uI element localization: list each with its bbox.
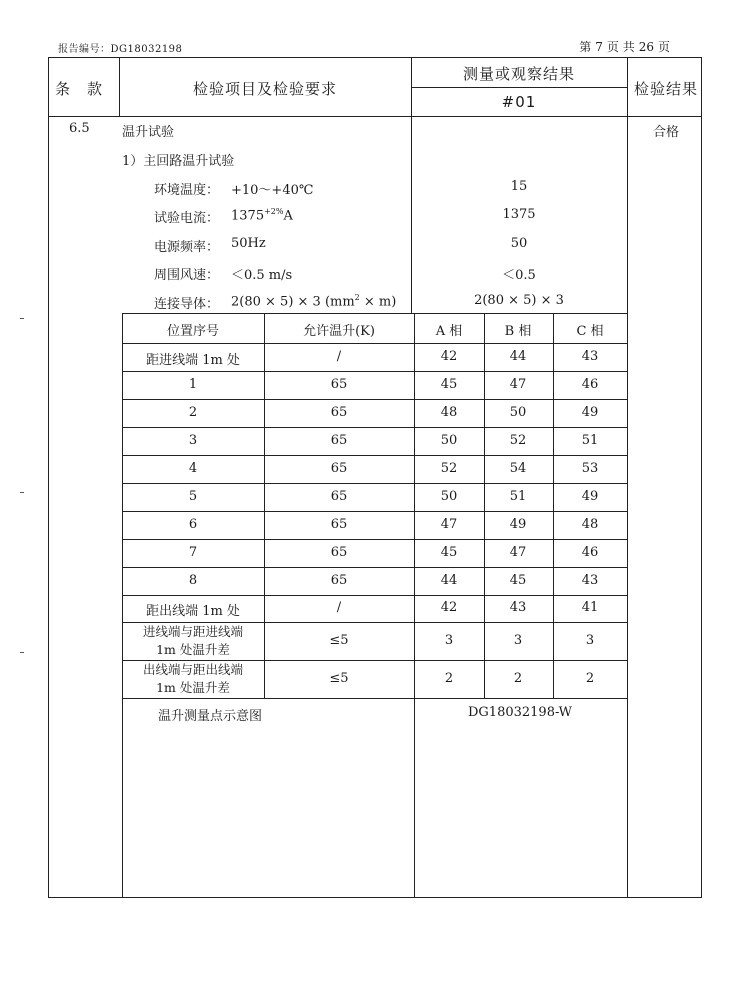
table-cell-b: 43: [509, 600, 527, 615]
margin-mark: [20, 492, 24, 493]
table-cell-allow: ≤5: [329, 671, 349, 686]
cond-value: ＜0.5: [502, 268, 536, 283]
col-line-result: [627, 57, 628, 898]
req-sup: +2%: [264, 207, 284, 216]
table-cell-b: 3: [513, 633, 523, 648]
margin-mark: [20, 652, 24, 653]
diff-line1: 出线端与距出线端: [142, 662, 244, 677]
req-sup: 2: [354, 293, 360, 302]
table-cell-a: 3: [444, 633, 454, 648]
th-phase-c: C 相: [576, 324, 604, 339]
table-cell-pos: 7: [188, 545, 198, 560]
cond-label: 环境温度：: [154, 183, 220, 198]
row-line: [122, 343, 627, 344]
cond-value: 15: [510, 179, 528, 194]
row-line: [122, 313, 627, 314]
row-line: [122, 371, 627, 372]
diff-line2: 1m 处温升差: [156, 680, 230, 695]
page-mid: 页 共: [606, 40, 635, 54]
table-cell-pos: 2: [188, 405, 198, 420]
table-cell-b: 45: [509, 573, 527, 588]
table-cell-pos: 1: [188, 377, 198, 392]
row-line: [122, 399, 627, 400]
table-cell-b: 47: [509, 545, 527, 560]
table-cell-pos: 5: [188, 489, 198, 504]
diff-line2: 1m 处温升差: [156, 642, 230, 657]
row-line: [122, 427, 627, 428]
cond-requirement: +10～+40℃: [231, 183, 314, 198]
req-unit: A: [283, 208, 293, 224]
req-unit: × m): [359, 294, 397, 310]
diagram-ref: DG18032198-W: [467, 705, 573, 720]
col-line-item: [411, 57, 412, 313]
table-cell-b: 51: [509, 489, 527, 504]
table-cell-pos: 6: [188, 517, 198, 532]
subtable-left-line: [122, 313, 123, 898]
table-cell-pos: 3: [188, 433, 198, 448]
col-measure-header: 测量或观察结果: [462, 65, 576, 83]
table-cell-a: 42: [440, 349, 458, 364]
th-position: 位置序号: [166, 324, 220, 339]
cond-value: 2(80 × 5) × 3: [474, 293, 564, 308]
page-indicator: [577, 38, 672, 55]
table-cell-pos: 距进线端 1m 处: [146, 353, 240, 368]
page-prefix: 第: [579, 40, 592, 54]
table-cell-a: 47: [440, 517, 458, 532]
cond-requirement: 50Hz: [231, 236, 266, 251]
cond-label: 电源频率：: [154, 240, 220, 255]
row-line: [122, 511, 627, 512]
row-line: [122, 455, 627, 456]
cond-value: 50: [510, 236, 528, 251]
row-line: [122, 595, 627, 596]
page-current: 7: [595, 40, 603, 54]
table-cell-allow: 65: [330, 489, 348, 504]
table-cell-allow: 65: [330, 461, 348, 476]
table-cell-allow: 65: [330, 517, 348, 532]
inspection-table-frame: [48, 57, 702, 898]
header-bottom-line: [48, 116, 702, 117]
cond-value: 1375: [502, 207, 536, 222]
col-result-header: 检验结果: [633, 80, 699, 98]
clause-number: 6.5: [69, 121, 90, 136]
cond-requirement: [231, 293, 396, 309]
col-sample-header: #01: [501, 93, 537, 111]
table-cell-c: 49: [581, 405, 599, 420]
table-cell-allow: 65: [330, 545, 348, 560]
row-line: [122, 539, 627, 540]
cond-label: 试验电流：: [154, 211, 220, 226]
diff-line1: 进线端与距进线端: [142, 624, 244, 639]
table-cell-c: 41: [581, 600, 599, 615]
report-number: 报告编号：DG18032198: [58, 44, 183, 55]
table-cell-allow: 65: [330, 405, 348, 420]
req-base: 1375: [231, 208, 265, 224]
table-cell-pos: [143, 623, 243, 659]
section-result: 合格: [652, 125, 680, 140]
section-title: 温升试验: [122, 125, 175, 140]
col-line-clause: [119, 57, 120, 116]
th-phase-a: A 相: [435, 324, 463, 339]
req-base: 2(80 × 5) × 3 (mm: [231, 294, 355, 310]
table-cell-c: 46: [581, 545, 599, 560]
table-cell-c: 43: [581, 349, 599, 364]
table-cell-pos: 4: [188, 461, 198, 476]
margin-mark: [20, 318, 24, 319]
table-cell-c: 51: [581, 433, 599, 448]
table-cell-c: 2: [585, 671, 595, 686]
table-cell-b: 50: [509, 405, 527, 420]
table-cell-b: 47: [509, 377, 527, 392]
table-cell-a: 2: [444, 671, 454, 686]
page-total: 26: [638, 40, 654, 54]
table-cell-a: 52: [440, 461, 458, 476]
table-cell-b: 49: [509, 517, 527, 532]
table-cell-a: 45: [440, 377, 458, 392]
table-cell-c: 48: [581, 517, 599, 532]
col-item-header: 检验项目及检验要求: [192, 80, 338, 98]
table-cell-allow: 65: [330, 433, 348, 448]
sub-title: 1）主回路温升试验: [122, 154, 235, 169]
table-cell-c: 53: [581, 461, 599, 476]
table-cell-allow: /: [336, 600, 342, 615]
th-phase-b: B 相: [504, 324, 532, 339]
table-cell-c: 3: [585, 633, 595, 648]
table-cell-a: 44: [440, 573, 458, 588]
table-cell-b: 44: [509, 349, 527, 364]
table-cell-a: 48: [440, 405, 458, 420]
diagram-label: 温升测量点示意图: [158, 709, 263, 724]
table-cell-a: 42: [440, 600, 458, 615]
table-cell-pos: [143, 661, 243, 697]
cond-label: 连接导体：: [154, 297, 220, 312]
table-cell-b: 2: [513, 671, 523, 686]
table-cell-a: 45: [440, 545, 458, 560]
table-cell-c: 46: [581, 377, 599, 392]
header-split-line: [411, 87, 627, 88]
table-cell-allow: 65: [330, 377, 348, 392]
table-cell-pos: 距出线端 1m 处: [146, 604, 240, 619]
cond-requirement: ＜0.5 m/s: [231, 268, 293, 283]
table-cell-allow: ≤5: [329, 633, 349, 648]
table-cell-allow: /: [336, 349, 342, 364]
row-line: [122, 698, 627, 699]
table-cell-c: 43: [581, 573, 599, 588]
table-cell-c: 49: [581, 489, 599, 504]
cond-requirement: [231, 207, 293, 223]
col-clause-header: 条 款: [55, 80, 104, 98]
subtable-col-a: [414, 313, 415, 898]
table-cell-b: 52: [509, 433, 527, 448]
th-allow: 允许温升(K): [303, 324, 375, 339]
table-cell-pos: 8: [188, 573, 198, 588]
page-suffix: 页: [657, 40, 670, 54]
table-cell-b: 54: [509, 461, 527, 476]
table-cell-allow: 65: [330, 573, 348, 588]
table-cell-a: 50: [440, 433, 458, 448]
row-line: [122, 567, 627, 568]
row-line: [122, 483, 627, 484]
table-cell-a: 50: [440, 489, 458, 504]
cond-label: 周围风速：: [154, 268, 220, 283]
